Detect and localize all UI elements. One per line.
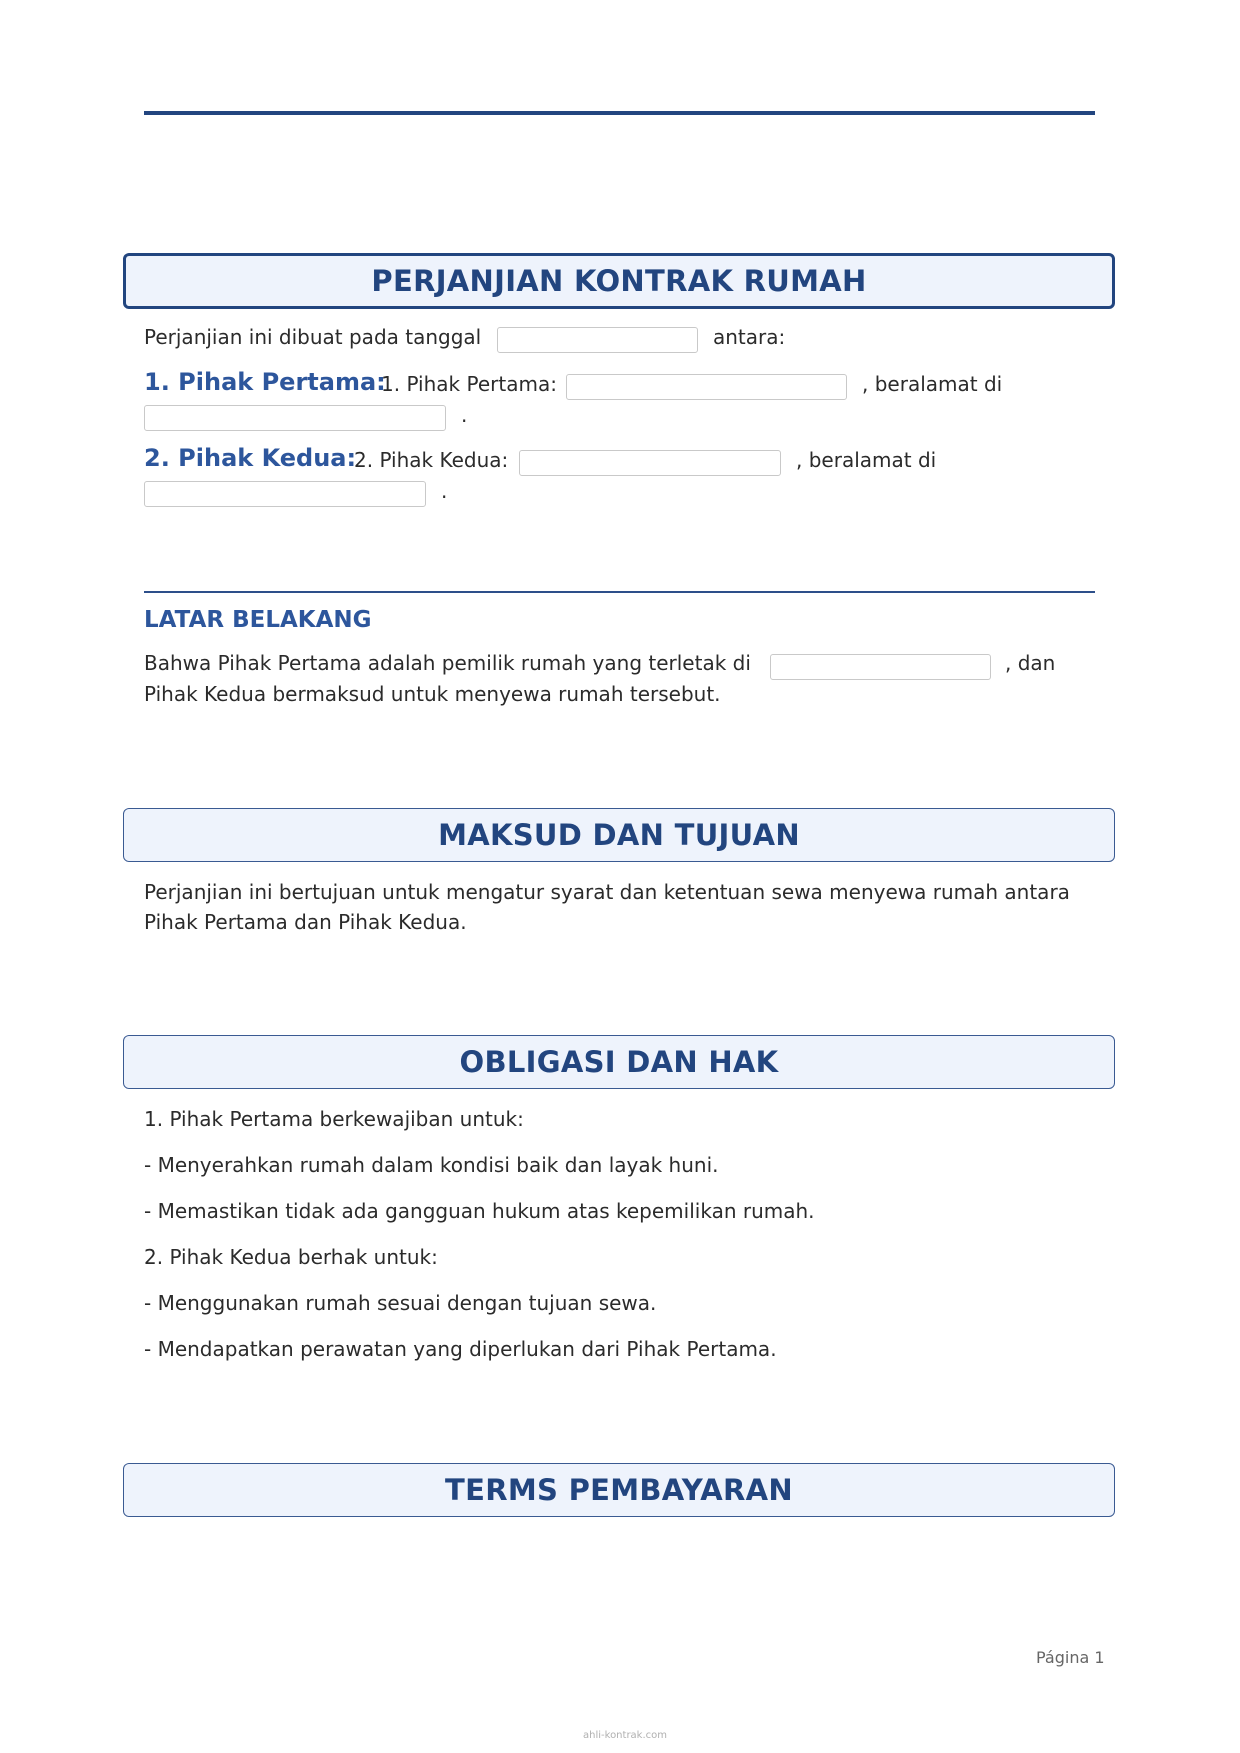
party2-heading: 2. Pihak Kedua:	[144, 444, 357, 472]
payment-heading: TERMS PEMBAYARAN	[445, 1473, 793, 1507]
purpose-line1: Perjanjian ini bertujuan untuk mengatur syarat dan ketentuan sewa menyewa rumah antara	[144, 880, 1070, 904]
obligation-item: - Menggunakan rumah sesuai dengan tujuan sewa.	[144, 1291, 657, 1315]
party1-period: .	[461, 403, 468, 427]
obligations-heading: OBLIGASI DAN HAK	[459, 1045, 779, 1079]
background-line2: Pihak Kedua bermaksud untuk menyewa rumah tersebut.	[144, 682, 721, 706]
obligations-heading-box	[123, 1035, 1115, 1089]
party1-address-input[interactable]	[144, 405, 446, 431]
party1-heading: 1. Pihak Pertama:	[144, 368, 386, 396]
obligation-item: 1. Pihak Pertama berkewajiban untuk:	[144, 1107, 524, 1131]
purpose-heading: MAKSUD DAN TUJUAN	[438, 818, 800, 852]
page-number: Página 1	[1036, 1648, 1105, 1667]
party2-name-input[interactable]	[519, 450, 781, 476]
intro-text: Perjanjian ini dibuat pada tanggal	[144, 325, 482, 349]
section-divider	[144, 591, 1095, 593]
party2-period: .	[441, 479, 448, 503]
party1-address-text: , beralamat di	[862, 372, 1003, 396]
purpose-line2: Pihak Pertama dan Pihak Kedua.	[144, 910, 467, 934]
obligation-item: - Memastikan tidak ada gangguan hukum atas kepemilikan rumah.	[144, 1199, 815, 1223]
background-dan: , dan	[1005, 651, 1056, 675]
intro-antara: antara:	[713, 325, 786, 349]
obligation-item: - Mendapatkan perawatan yang diperlukan dari Pihak Pertama.	[144, 1337, 777, 1361]
party2-address-input[interactable]	[144, 481, 426, 507]
obligation-item: - Menyerahkan rumah dalam kondisi baik dan layak huni.	[144, 1153, 719, 1177]
document-title	[123, 253, 1115, 309]
party1-label: 1. Pihak Pertama:	[381, 372, 557, 396]
party2-label: 2. Pihak Kedua:	[354, 448, 509, 472]
document-title-text: PERJANJIAN KONTRAK RUMAH	[371, 264, 867, 298]
top-divider	[144, 111, 1095, 115]
obligation-item: 2. Pihak Kedua berhak untuk:	[144, 1245, 438, 1269]
footer-watermark: ahli-kontrak.com	[583, 1730, 668, 1741]
date-input[interactable]	[497, 327, 698, 353]
background-line1: Bahwa Pihak Pertama adalah pemilik rumah yang terletak di	[144, 651, 751, 675]
purpose-heading-box	[123, 808, 1115, 862]
background-heading: LATAR BELAKANG	[144, 607, 372, 633]
party2-address-text: , beralamat di	[796, 448, 937, 472]
property-location-input[interactable]	[770, 654, 991, 680]
party1-name-input[interactable]	[566, 374, 847, 400]
payment-heading-box	[123, 1463, 1115, 1517]
